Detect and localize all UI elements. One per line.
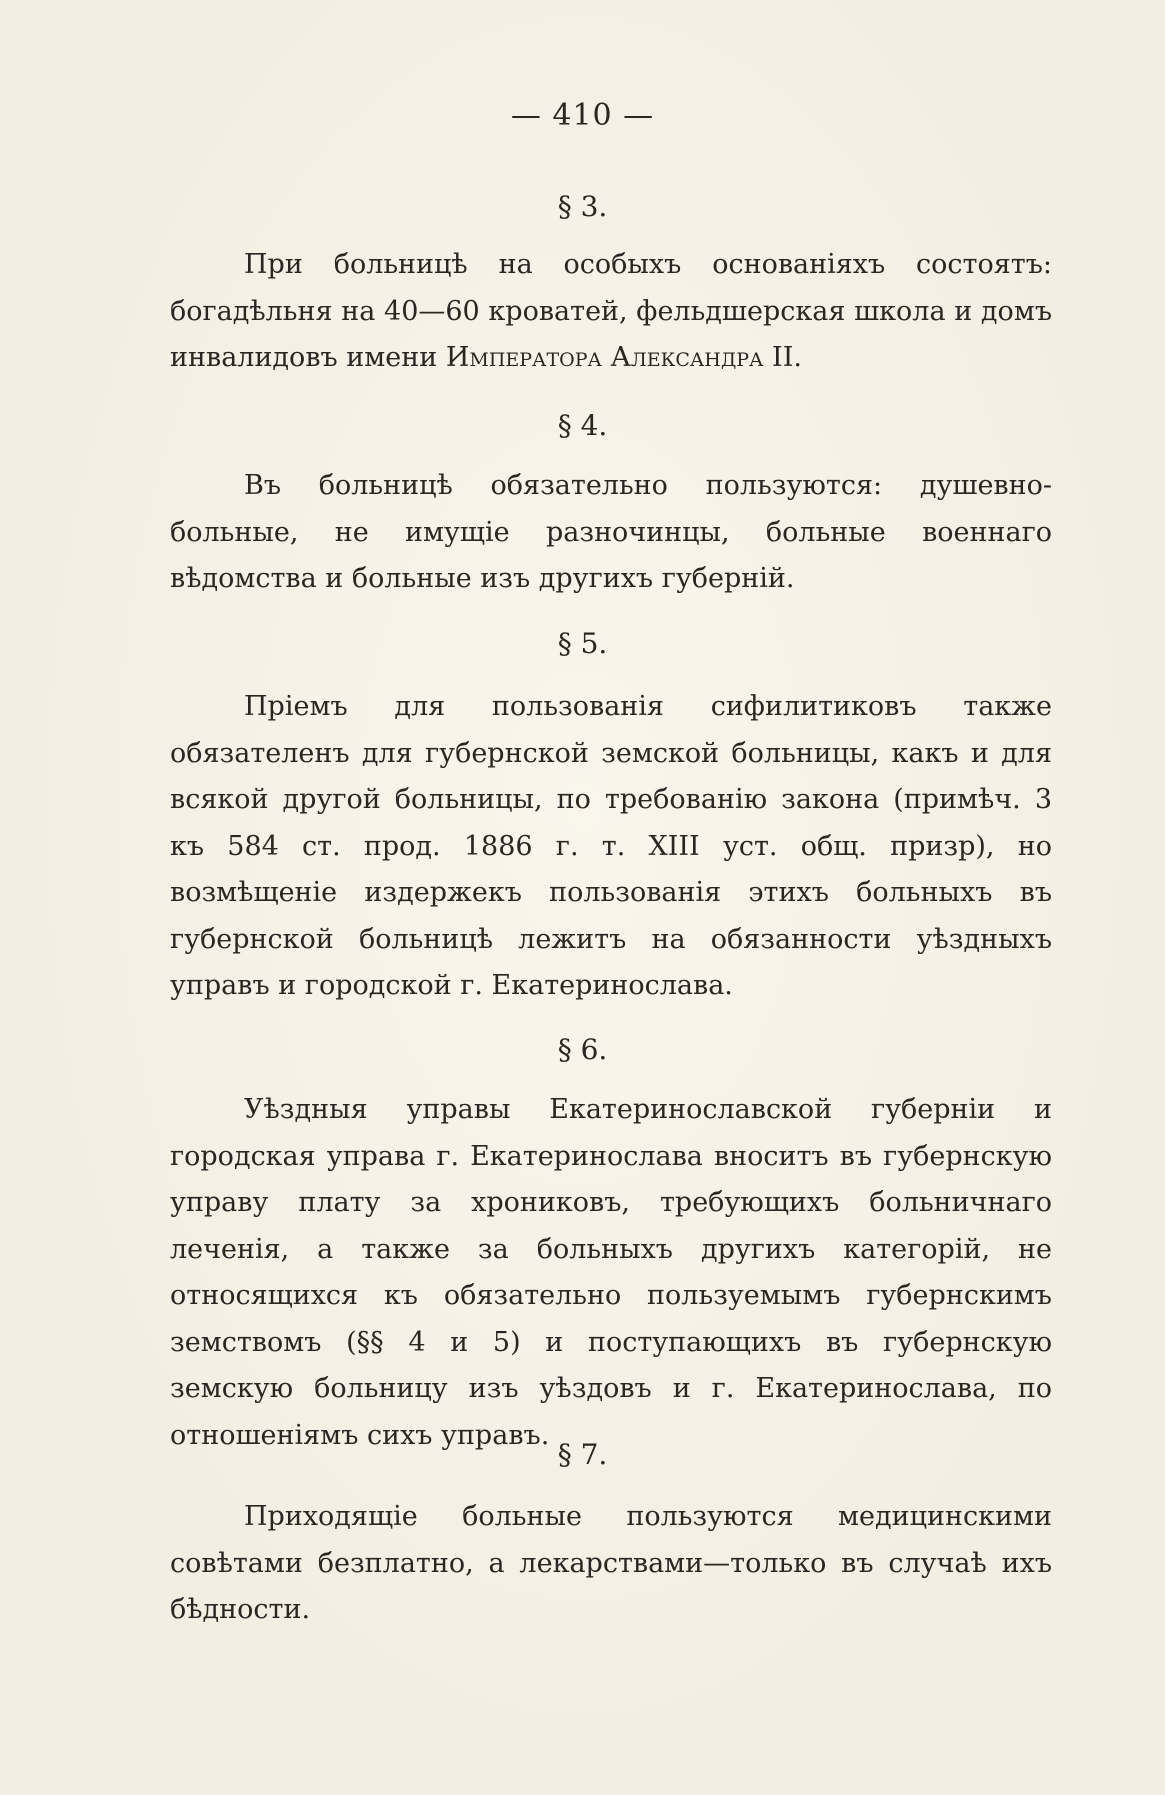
section-5-heading: § 5. [557,627,608,660]
section-3-small-caps: Императора Александра [445,342,764,373]
section-5-paragraph [170,684,1052,1010]
section-3-text: При больницѣ на особыхъ основаніяхъ состоятъ: богадѣльня на 40—60 кроватей, фельдшерская школа и домъ инвалидовъ имени [170,249,1052,373]
section-4-paragraph [170,463,1052,603]
section-7-heading: § 7. [557,1438,608,1471]
section-6-paragraph [170,1087,1052,1459]
section-3-paragraph [170,242,1052,382]
section-5-text: Пріемъ для пользованія сифилитиковъ также обязателенъ для губернской земской больницы, какъ и для всякой другой больницы, по требованію закона (примѣч. 3 къ 584 ст. прод. 1886 г. т. XIII уст. общ. призр), но возмѣщеніе издержекъ пользованія этихъ больныхъ въ губернской больницѣ лежитъ на обязанности уѣздныхъ управъ и городской г. Екатеринослава. [170,691,1052,1001]
section-3-tail: II. [763,342,802,373]
section-7-text: Приходящіе больные пользуются медицинскими совѣтами безплатно, а лекарствами—только въ случаѣ ихъ бѣдности. [170,1501,1052,1625]
section-6-text: Уѣздныя управы Екатеринославской губерніи и городская управа г. Екатеринослава вноситъ въ губернскую управу плату за хрониковъ, требующихъ больничнаго леченія, а также за больныхъ другихъ категорій, не относящихся къ обязательно пользуемымъ губернскимъ земствомъ (§§ 4 и 5) и поступающихъ въ губернскую земскую больницу изъ уѣздовъ и г. Екатеринослава, по отношеніямъ сихъ управъ. [170,1094,1052,1451]
section-3-heading: § 3. [557,190,608,223]
page-number: — 410 — [510,98,655,133]
section-4-text: Въ больницѣ обязательно пользуются: душевно-больные, не имущіе разночинцы, больные военнаго вѣдомства и больные изъ другихъ губерній. [170,470,1052,594]
section-7-paragraph [170,1494,1052,1634]
section-4-heading: § 4. [557,409,608,442]
section-6-heading: § 6. [557,1033,608,1066]
